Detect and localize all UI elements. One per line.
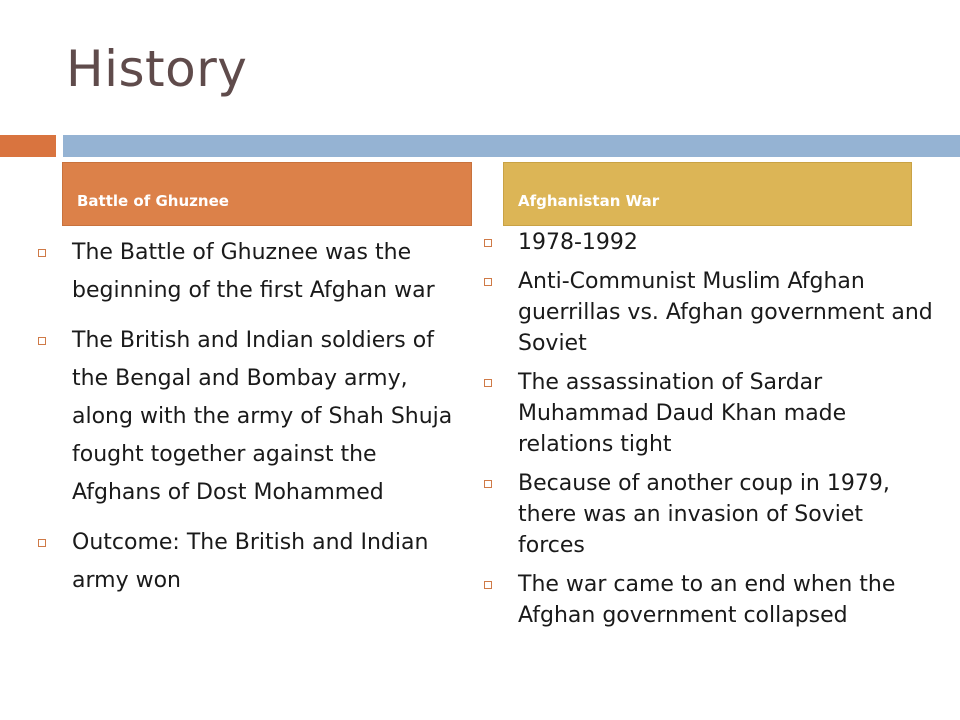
list-item-text: Because of another coup in 1979, there was an invasion of Soviet forces (518, 471, 890, 558)
list-item-text: The British and Indian soldiers of the Bengal and Bombay army, along with the army of Shah Shuja fought together against the Afghans of Dost Mohammed (72, 328, 453, 505)
list-item (484, 468, 934, 561)
square-bullet-icon (484, 581, 492, 589)
list-item (484, 227, 934, 258)
square-bullet-icon (484, 239, 492, 247)
list-item-text: 1978-1992 (518, 230, 638, 255)
accent-bar-orange (0, 135, 56, 157)
list-item (38, 234, 468, 310)
list-item-text: Anti-Communist Muslim Afghan guerrillas vs. Afghan government and Soviet (518, 269, 933, 356)
right-column-list (484, 227, 934, 639)
list-item-text: The assassination of Sardar Muhammad Daud Khan made relations tight (518, 370, 847, 457)
list-item (484, 569, 934, 631)
square-bullet-icon (484, 480, 492, 488)
list-item-text: Outcome: The British and Indian army won (72, 530, 429, 593)
accent-bar-blue (63, 135, 960, 157)
square-bullet-icon (484, 379, 492, 387)
list-item (38, 322, 468, 512)
list-item (38, 524, 468, 600)
list-item-text: The Battle of Ghuznee was the beginning of the first Afghan war (72, 240, 435, 303)
list-item (484, 367, 934, 460)
list-item (484, 266, 934, 359)
square-bullet-icon (38, 539, 46, 547)
left-column-list (38, 234, 468, 612)
square-bullet-icon (38, 337, 46, 345)
square-bullet-icon (484, 278, 492, 286)
left-column-header: Battle of Ghuznee (62, 162, 472, 226)
list-item-text: The war came to an end when the Afghan government collapsed (518, 572, 896, 628)
square-bullet-icon (38, 249, 46, 257)
right-column-header: Afghanistan War (503, 162, 912, 226)
slide-title: History (66, 40, 248, 98)
